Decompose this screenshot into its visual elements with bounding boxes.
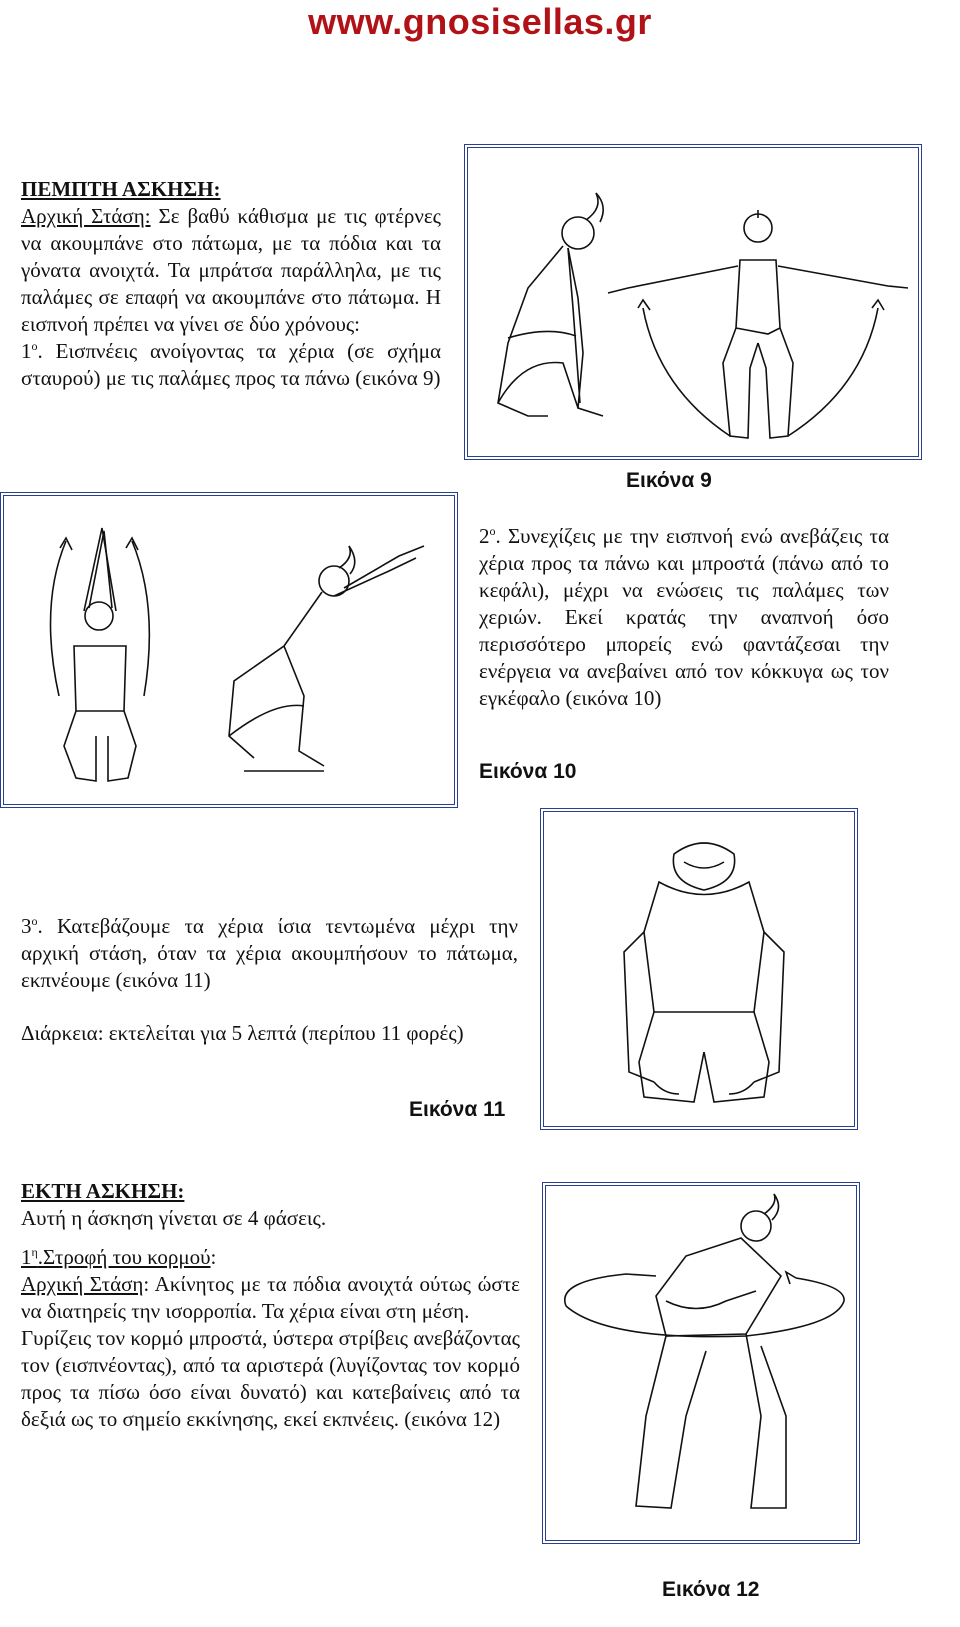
phase-1-label: .Στροφή του κορμού xyxy=(37,1245,211,1269)
start-position-text: Σε βαθύ κάθισμα με τις φτέρνες να ακουμπάνε στο πάτωμα, με τα πόδια και τα γόνατα ανοιχτά. Τα μπράτσα παράλληλα, με τις παλάμες σε επαφή να ακουμπάνε στο πάτωμα. Η εισπνοή πρέπει να γίνει σε δύο χρόνους: xyxy=(21,204,442,336)
figure-9-image xyxy=(464,144,922,460)
figure-10-caption: Εικόνα 10 xyxy=(479,760,577,783)
step-2-number: 2 xyxy=(479,524,490,548)
exercise-5-intro xyxy=(21,176,441,392)
figure-9-caption: Εικόνα 9 xyxy=(626,469,712,492)
step-3-number: 3 xyxy=(21,914,32,938)
exercise-6-body: Γυρίζεις τον κορμό μπροστά, ύστερα στρίβεις ανεβάζοντας τον (εισπνέοντας), από τα αριστερά (λυγίζοντας τον κορμό προς τα πίσω όσο είναι δυνατό) και κατεβαίνεις από τα δεξιά ως το σημείο εκκίνησης, εκεί εκπνέεις. (εικόνα 12) xyxy=(21,1326,520,1431)
phase-1-ordinal: η xyxy=(31,1245,38,1259)
exercise-6-title: ΕΚΤΗ ΑΣΚΗΣΗ: xyxy=(21,1179,185,1203)
exercise-6-start-text: : Ακίνητος με τα πόδια ανοιχτά ούτως ώστε να διατηρείς την ισορροπία. Τα χέρια είναι στη μέση. xyxy=(21,1272,520,1323)
exercise-6-block xyxy=(21,1178,520,1433)
exercise-6-intro: Αυτή η άσκηση γίνεται σε 4 φάσεις. xyxy=(21,1206,327,1230)
figure-10-image xyxy=(0,492,458,808)
exercise-6-start-label: Αρχική Στάση xyxy=(21,1272,144,1296)
step-2-text: . Συνεχίζεις με την εισπνοή ενώ ανεβάζεις τα χέρια προς τα πάνω και μπροστά (πάνω από το κεφάλι), μέχρι να ενώσεις τις παλάμες των χεριών. Εκεί κρατάς την αναπνοή όσο περισσότερο μπορείς ενώ φαντάζεσαι την ενέργεια να ανεβαίνει από τον κόκκυγα ως τον εγκέφαλο (εικόνα 10) xyxy=(479,524,889,710)
step-1-ordinal: ο xyxy=(31,339,38,353)
site-url[interactable]: www.gnosisellas.gr xyxy=(308,1,652,42)
exercise-5-title: ΠΕΜΠΤΗ ΑΣΚΗΣΗ: xyxy=(21,177,221,201)
start-position-label: Αρχική Στάση: xyxy=(21,204,151,228)
step-2-block xyxy=(479,523,889,712)
step-3-ordinal: ο xyxy=(31,914,38,928)
figure-11-image xyxy=(540,808,858,1130)
step-3-block xyxy=(21,913,518,994)
step-1-number: 1 xyxy=(21,339,32,363)
step-1-text: . Εισπνέεις ανοίγοντας τα χέρια (σε σχήμα σταυρού) με τις παλάμες προς τα πάνω (εικόνα 9) xyxy=(21,339,441,390)
step-3-text: . Κατεβάζουμε τα χέρια ίσια τεντωμένα μέχρι την αρχική στάση, όταν τα χέρια ακουμπήσουν το πάτωμα, εκπνέουμε (εικόνα 11) xyxy=(21,914,518,992)
phase-1-number: 1 xyxy=(21,1245,32,1269)
step-2-ordinal: ο xyxy=(489,524,496,538)
duration-text: Διάρκεια: εκτελείται για 5 λεπτά (περίπου 11 φορές) xyxy=(21,1021,464,1045)
phase-1-colon: : xyxy=(210,1245,217,1269)
figure-12-image xyxy=(542,1182,860,1544)
figure-12-caption: Εικόνα 12 xyxy=(662,1578,760,1601)
figure-11-caption: Εικόνα 11 xyxy=(409,1098,506,1121)
